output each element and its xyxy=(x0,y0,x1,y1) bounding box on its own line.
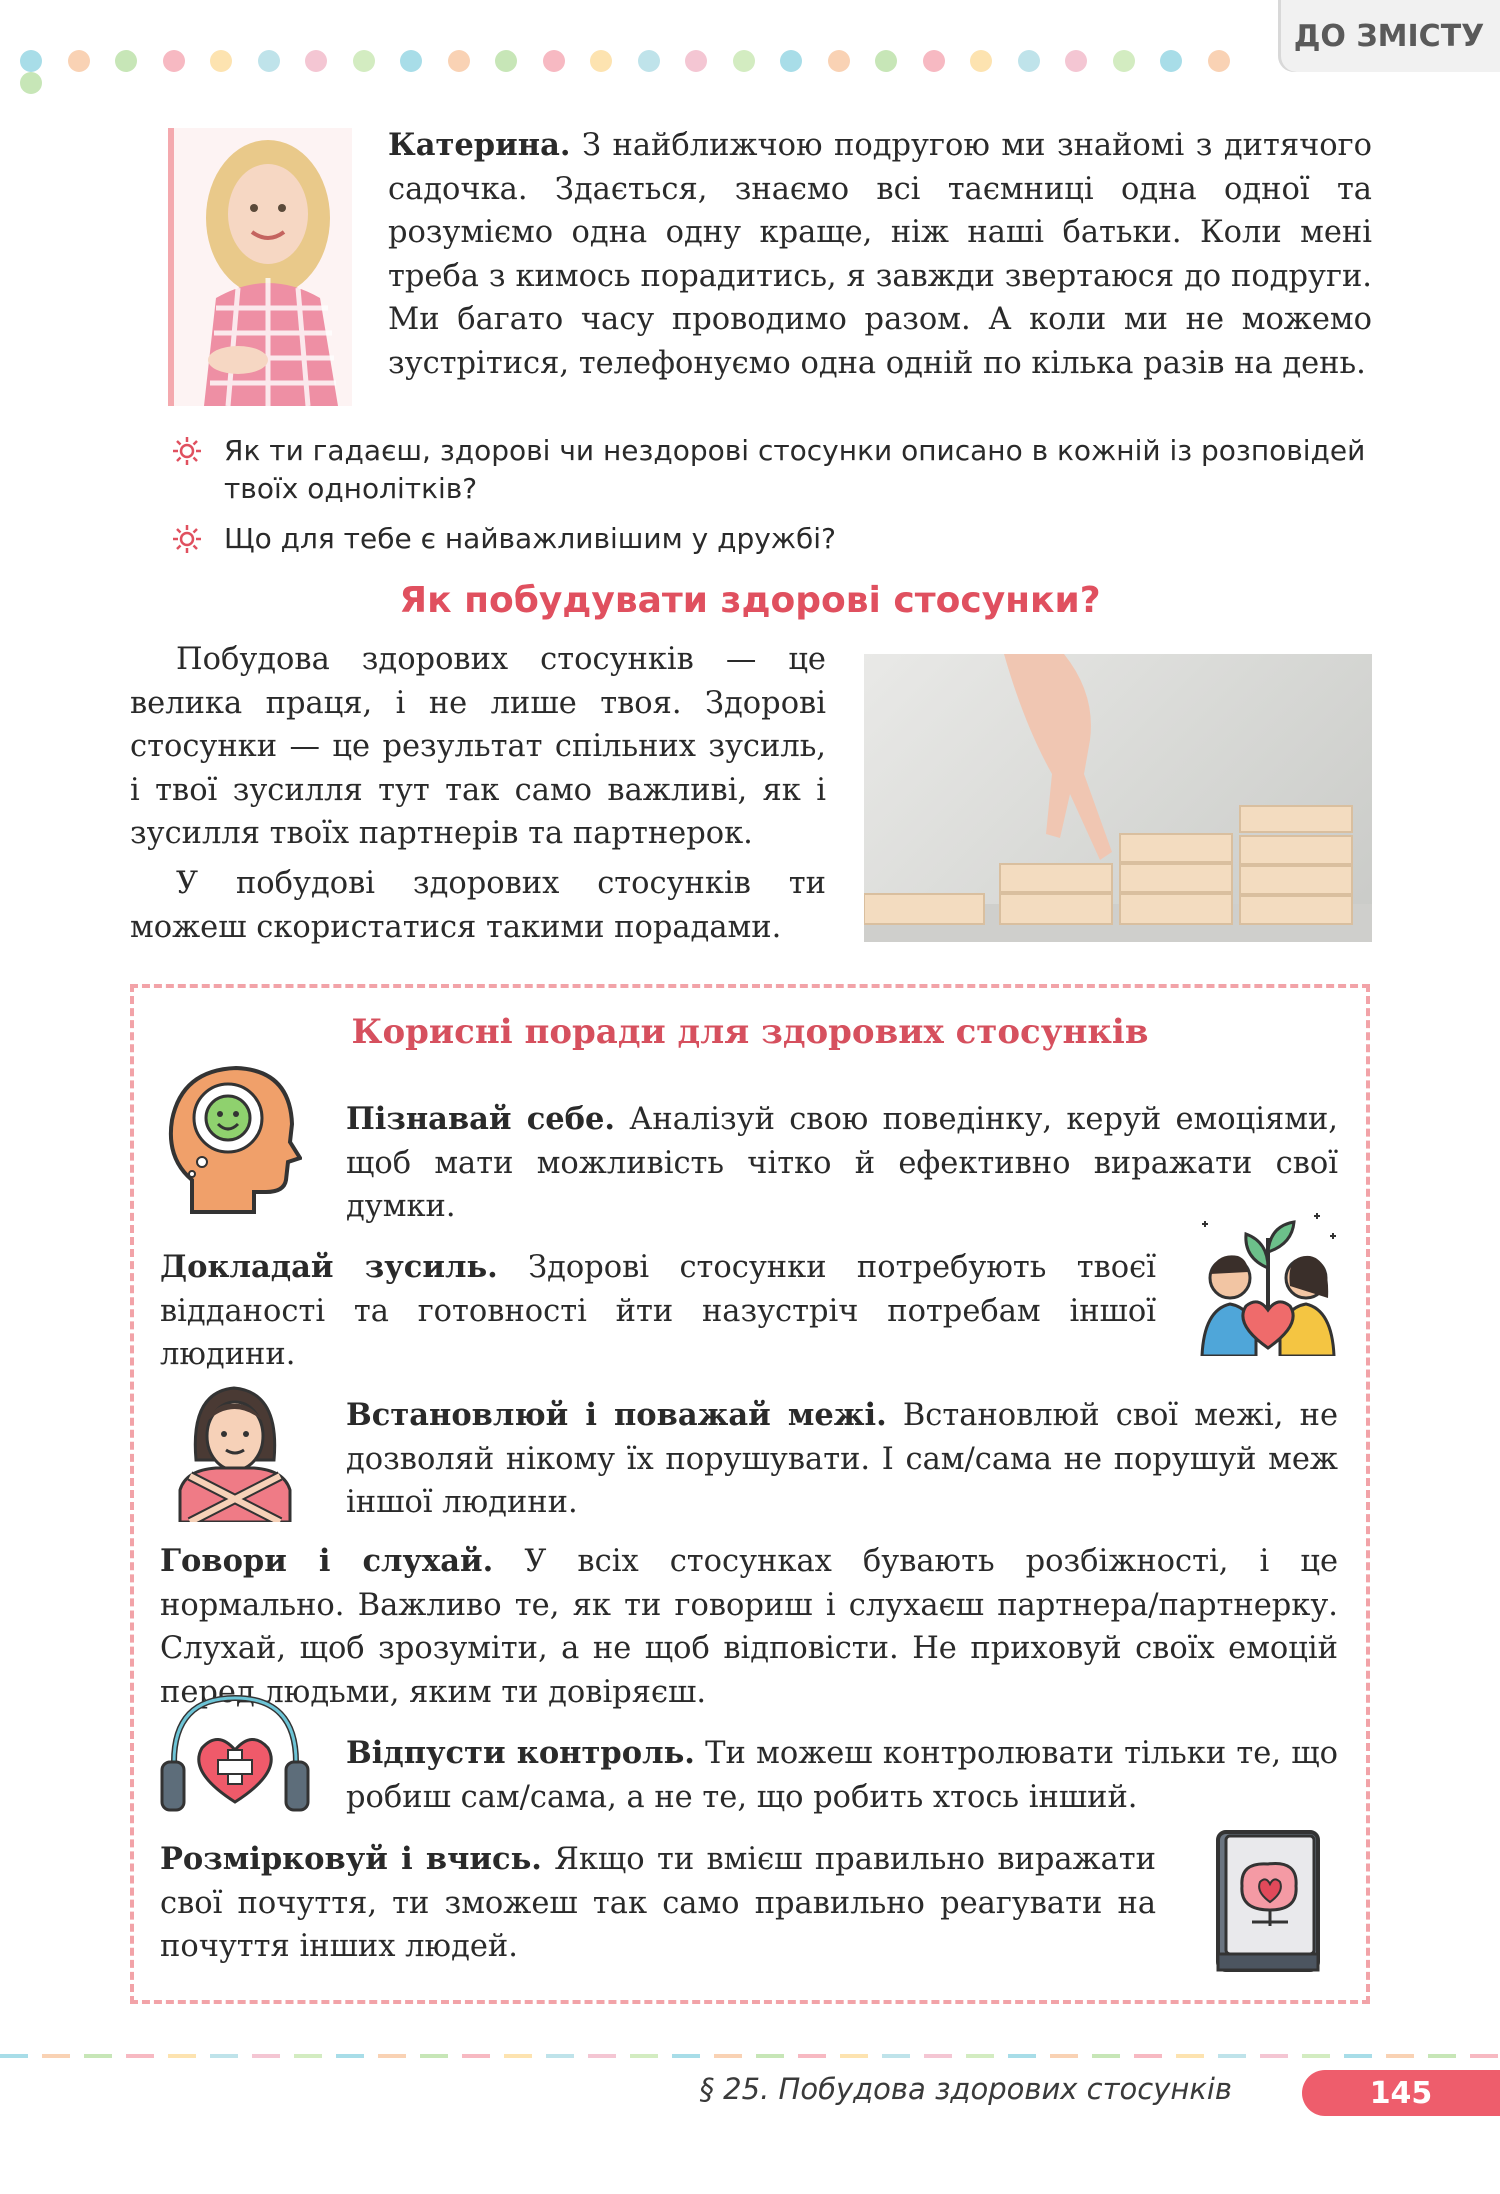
girl-crossed-arms-icon xyxy=(176,1372,294,1522)
decorative-dot xyxy=(1208,50,1230,72)
footer-dash xyxy=(420,2054,448,2058)
decorative-dot xyxy=(590,50,612,72)
section-title: Як побудувати здорові стосунки? xyxy=(399,580,1101,621)
footer-dash xyxy=(1344,2054,1372,2058)
decorative-dot xyxy=(780,50,802,72)
tip-text: Аналізуй свою поведінку, керуй емоціями, щоб мати можливість чітко й ефективно виражати свої думки. xyxy=(346,1102,1338,1224)
tip-text: Якщо ти вмієш правильно виражати свої почуття, ти зможеш так само правильно реагувати на почуття інших людей. xyxy=(160,1842,1156,1964)
footer-dash xyxy=(756,2054,784,2058)
head-smile-icon xyxy=(162,1062,302,1214)
footer-dash xyxy=(504,2054,532,2058)
decorative-dot xyxy=(638,50,660,72)
decorative-dot xyxy=(495,50,517,72)
story-name: Катерина. xyxy=(388,127,571,163)
question-item xyxy=(172,432,1372,508)
tip-text: Встановлюй свої межі, не дозволяй нікому їх порушувати. І сам/сама не порушуй меж іншої людини. xyxy=(346,1398,1338,1520)
footer-dash xyxy=(672,2054,700,2058)
footer-dash xyxy=(1092,2054,1120,2058)
footer-dash xyxy=(462,2054,490,2058)
footer-dash xyxy=(1134,2054,1162,2058)
decorative-dot xyxy=(828,50,850,72)
footer-dash xyxy=(1218,2054,1246,2058)
decorative-dot xyxy=(733,50,755,72)
question-list xyxy=(172,432,1372,570)
footer-chapter-title: § 25. Побудова здорових стосунків xyxy=(699,2072,1232,2106)
footer-dash xyxy=(1470,2054,1498,2058)
footer-dash xyxy=(1428,2054,1456,2058)
sun-icon xyxy=(172,436,202,466)
decorative-dot xyxy=(1065,50,1087,72)
footer-dash xyxy=(1008,2054,1036,2058)
section-paragraph-1 xyxy=(130,638,826,856)
story-katerina xyxy=(388,124,1372,385)
decorative-dot xyxy=(115,50,137,72)
footer-dash xyxy=(630,2054,658,2058)
footer-dash xyxy=(1260,2054,1288,2058)
decorative-dot xyxy=(1018,50,1040,72)
footer-dash xyxy=(252,2054,280,2058)
footer-dash xyxy=(840,2054,868,2058)
footer-dashed-line xyxy=(0,2054,1500,2060)
headphones-heart-icon xyxy=(158,1690,312,1814)
tip-key: Говори і слухай. xyxy=(160,1543,494,1579)
footer-dash xyxy=(1176,2054,1204,2058)
footer-dash xyxy=(0,2054,28,2058)
footer-dash xyxy=(966,2054,994,2058)
tip-make-effort xyxy=(160,1246,1156,1377)
decorative-dot xyxy=(685,50,707,72)
footer-dash xyxy=(714,2054,742,2058)
brain-book-icon xyxy=(1212,1826,1324,1976)
footer-dash xyxy=(924,2054,952,2058)
decorative-dot xyxy=(543,50,565,72)
section-paragraph-2-text: У побудові здорових стосунків ти можеш скористатися такими порадами. xyxy=(130,866,826,945)
girl-photo xyxy=(168,128,352,406)
tip-text: Здорові стосунки потребують твоєї відданості та готовності йти назустріч потребам іншої людини. xyxy=(160,1250,1156,1372)
footer-dash xyxy=(1050,2054,1078,2058)
footer-dash xyxy=(336,2054,364,2058)
footer-dash xyxy=(1386,2054,1414,2058)
decorative-dot xyxy=(448,50,470,72)
people-heart-plant-icon xyxy=(1194,1208,1342,1356)
decorative-dot xyxy=(20,72,42,94)
tip-text: Ти можеш контролювати тільки те, що робиш сам/сама, а не те, що робить хтось інший. xyxy=(346,1736,1339,1815)
tip-text: У всіх стосунках бувають розбіжності, і це нормально. Важливо те, як ти говориш і слухаєш партнера/партнерку. Слухай, щоб зрозуміти, а не щоб відповісти. Не приховуй своїх емоцій перед людьми, яким ти довіряєш. xyxy=(160,1544,1339,1710)
decorative-dot xyxy=(68,50,90,72)
footer-dash xyxy=(882,2054,910,2058)
footer-dash xyxy=(1302,2054,1330,2058)
tip-key: Розмірковуй і вчись. xyxy=(160,1841,542,1877)
footer-dash xyxy=(588,2054,616,2058)
tip-reflect-learn xyxy=(160,1838,1156,1969)
decorative-dot xyxy=(163,50,185,72)
footer-dash xyxy=(294,2054,322,2058)
footer-dash xyxy=(126,2054,154,2058)
footer-dash xyxy=(210,2054,238,2058)
tips-box-title: Корисні поради для здорових стосунків xyxy=(351,1012,1149,1052)
footer-dash xyxy=(168,2054,196,2058)
decorative-dot xyxy=(258,50,280,72)
section-paragraph-2 xyxy=(130,862,826,949)
tip-key: Встановлюй і поважай межі. xyxy=(346,1397,887,1433)
decorative-dot xyxy=(1160,50,1182,72)
footer-dash xyxy=(84,2054,112,2058)
decorative-dot xyxy=(875,50,897,72)
footer-dash xyxy=(42,2054,70,2058)
tip-key: Докладай зусиль. xyxy=(160,1249,498,1285)
steps-photo xyxy=(864,654,1372,942)
tip-set-boundaries xyxy=(346,1394,1338,1525)
footer-dash xyxy=(798,2054,826,2058)
decorative-dot xyxy=(1113,50,1135,72)
question-text: Що для тебе є найважливішим у дружбі? xyxy=(224,522,836,555)
story-text: З найближчою подругою ми знайомі з дитячого садочка. Здається, знаємо всі таємниці одна одної та розуміємо одна одну краще, ніж наші батьки. Коли мені треба з кимось порадитись, я завжди звертаюся до подруги. Ми багато часу проводимо разом. А коли ми не можемо зустрітися, телефонуємо одна одній по кілька разів на день. xyxy=(388,128,1372,381)
section-paragraph-1-text: Побудова здорових стосунків — це велика праця, і не лише твоя. Здорові стосунки — це результат спільних зусиль, і твої зусилля тут так само важливі, як і зусилля твоїх партнерів та партнерок. xyxy=(130,642,826,851)
decorative-dot xyxy=(970,50,992,72)
tip-key: Відпусти контроль. xyxy=(346,1735,695,1771)
tip-let-go-control xyxy=(346,1732,1338,1819)
decorative-dot xyxy=(353,50,375,72)
page-number: 145 xyxy=(1302,2070,1500,2116)
footer-dash xyxy=(546,2054,574,2058)
tip-know-yourself xyxy=(346,1098,1338,1229)
footer-dash xyxy=(378,2054,406,2058)
tip-key: Пізнавай себе. xyxy=(346,1101,616,1137)
tip-talk-listen xyxy=(160,1540,1338,1714)
sun-icon xyxy=(172,524,202,554)
decorative-dot xyxy=(400,50,422,72)
question-text: Як ти гадаєш, здорові чи нездорові стосунки описано в кожній із розповідей твоїх однолітків? xyxy=(224,434,1366,505)
question-item xyxy=(172,520,1372,558)
decorative-dots-row xyxy=(20,50,1280,76)
decorative-dot xyxy=(305,50,327,72)
table-of-contents-link[interactable]: ДО ЗМІСТУ xyxy=(1278,0,1500,72)
decorative-dot xyxy=(923,50,945,72)
decorative-dot xyxy=(20,50,42,72)
decorative-dot xyxy=(210,50,232,72)
